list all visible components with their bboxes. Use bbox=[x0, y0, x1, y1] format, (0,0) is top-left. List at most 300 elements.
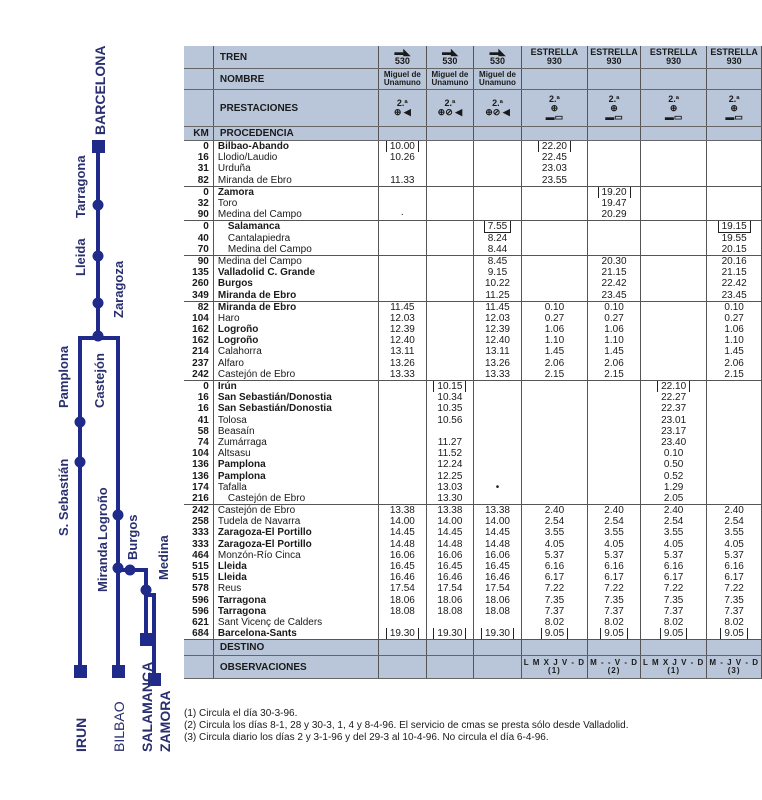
time-cell bbox=[707, 233, 762, 244]
time-cell bbox=[640, 482, 706, 493]
train-head: ESTRELLA 930 bbox=[521, 46, 587, 69]
time-cell bbox=[521, 267, 587, 278]
time-cell bbox=[707, 415, 762, 426]
time-value: 17.54 bbox=[389, 583, 415, 595]
train-head: ▬◣ 530 bbox=[379, 46, 427, 69]
time-cell bbox=[707, 221, 762, 233]
time-cell bbox=[474, 572, 522, 583]
burgos-node bbox=[125, 565, 136, 576]
table-row bbox=[184, 606, 762, 617]
time-value: 18.08 bbox=[437, 605, 463, 617]
time-cell bbox=[474, 141, 522, 153]
time-value: 22.27 bbox=[661, 392, 687, 404]
time-cell bbox=[707, 358, 762, 369]
time-cell bbox=[707, 244, 762, 256]
time-cell bbox=[521, 152, 587, 163]
km-value: 135 bbox=[184, 267, 213, 278]
time-cell bbox=[426, 550, 474, 561]
time-cell bbox=[426, 437, 474, 448]
table-row bbox=[184, 448, 762, 459]
time-value: 13.33 bbox=[389, 368, 415, 380]
time-value: 23.03 bbox=[541, 163, 567, 175]
time-value: 0.27 bbox=[724, 312, 744, 324]
time-cell bbox=[588, 550, 641, 561]
time-value: 14.00 bbox=[389, 516, 415, 528]
time-cell bbox=[379, 289, 427, 301]
observation: M - J V - D (3) bbox=[707, 656, 762, 679]
time-value: 23.17 bbox=[661, 425, 687, 437]
time-cell bbox=[588, 628, 641, 640]
time-value: 16.45 bbox=[389, 561, 415, 573]
table-cell bbox=[426, 127, 474, 141]
time-cell bbox=[707, 595, 762, 606]
timetable-body bbox=[184, 141, 762, 640]
time-cell bbox=[707, 163, 762, 174]
time-cell bbox=[640, 255, 706, 267]
time-value: 14.45 bbox=[389, 527, 415, 539]
time-cell bbox=[588, 437, 641, 448]
time-value: 20.30 bbox=[601, 255, 627, 267]
station-name: Reus bbox=[213, 583, 378, 594]
time-cell bbox=[379, 209, 427, 221]
station-name: Tarragona bbox=[213, 606, 378, 617]
city-medina: Medina bbox=[156, 535, 171, 580]
train-name bbox=[640, 69, 706, 90]
table-row bbox=[184, 595, 762, 606]
time-value: 6.17 bbox=[663, 572, 684, 584]
route-lines bbox=[80, 147, 154, 680]
time-value: 14.48 bbox=[389, 538, 415, 550]
time-cell bbox=[521, 628, 587, 640]
time-value: 7.37 bbox=[544, 605, 565, 617]
time-cell bbox=[379, 198, 427, 209]
station-name: Medina del Campo bbox=[213, 244, 378, 256]
time-cell bbox=[588, 244, 641, 256]
time-cell bbox=[426, 141, 474, 153]
time-cell bbox=[379, 403, 427, 414]
time-value: 7.35 bbox=[544, 594, 565, 606]
table-row bbox=[184, 152, 762, 163]
time-cell bbox=[640, 358, 706, 369]
time-cell bbox=[474, 392, 522, 403]
time-cell bbox=[707, 470, 762, 481]
km-value: 0 bbox=[184, 186, 213, 198]
city-lleida: Lleida bbox=[73, 238, 88, 276]
time-value: 4.05 bbox=[604, 538, 624, 550]
time-cell bbox=[474, 583, 522, 594]
time-value: 14.45 bbox=[484, 527, 510, 539]
time-cell bbox=[707, 278, 762, 289]
time-cell bbox=[640, 313, 706, 324]
time-value: 23.55 bbox=[541, 174, 567, 186]
table-row bbox=[184, 572, 762, 583]
time-cell bbox=[588, 482, 641, 493]
table-row bbox=[184, 324, 762, 335]
time-value: 1.06 bbox=[604, 324, 624, 336]
time-value: 12.39 bbox=[484, 324, 510, 336]
km-value: 136 bbox=[184, 459, 213, 470]
time-value: 2.54 bbox=[724, 516, 744, 528]
station-name: Lleida bbox=[213, 572, 378, 583]
time-value: 13.33 bbox=[484, 368, 510, 380]
station-name: Medina del Campo bbox=[213, 255, 378, 267]
time-value: 13.38 bbox=[437, 505, 463, 517]
table-cell bbox=[521, 127, 587, 141]
route-map bbox=[0, 0, 184, 800]
time-value: 11.45 bbox=[485, 301, 510, 313]
km-label: KM bbox=[184, 127, 213, 141]
time-value: 20.29 bbox=[601, 209, 627, 221]
km-value: 258 bbox=[184, 516, 213, 527]
time-cell bbox=[426, 278, 474, 289]
time-cell bbox=[426, 482, 474, 493]
station-name: Calahorra bbox=[213, 346, 378, 357]
time-cell bbox=[521, 313, 587, 324]
km-value: 70 bbox=[184, 244, 213, 256]
time-value: 6.17 bbox=[604, 572, 624, 584]
time-value: 6.16 bbox=[604, 561, 624, 573]
station-name: Valladolid C. Grande bbox=[213, 267, 378, 278]
time-value: 12.40 bbox=[484, 335, 510, 347]
time-cell bbox=[426, 403, 474, 414]
footnote: (2) Circula los días 8-1, 28 y 30-3, 1, 4 y 8-4-96. El servicio de cmas se presta sólo desde Valladolid. bbox=[184, 720, 629, 731]
time-cell bbox=[640, 505, 706, 517]
time-value: 0.52 bbox=[663, 470, 684, 482]
time-cell bbox=[521, 186, 587, 198]
time-cell bbox=[521, 278, 587, 289]
time-value: 5.37 bbox=[544, 549, 565, 561]
time-value: 12.03 bbox=[484, 312, 510, 324]
time-cell bbox=[707, 606, 762, 617]
time-cell bbox=[426, 335, 474, 346]
time-cell bbox=[474, 278, 522, 289]
time-value: 10.26 bbox=[389, 152, 415, 164]
time-cell bbox=[588, 561, 641, 572]
time-cell bbox=[474, 267, 522, 278]
tren-label: TREN bbox=[213, 46, 378, 69]
time-value: 13.03 bbox=[437, 481, 463, 493]
time-cell bbox=[588, 403, 641, 414]
table-row bbox=[184, 369, 762, 381]
time-value: 0.10 bbox=[544, 301, 565, 313]
station-name: Pamplona bbox=[213, 459, 378, 470]
time-value: 12.03 bbox=[389, 312, 415, 324]
time-value: 1.10 bbox=[724, 335, 744, 347]
time-value: 2.06 bbox=[544, 357, 565, 369]
train-name bbox=[588, 69, 641, 90]
time-cell bbox=[379, 572, 427, 583]
city-bilbao: BILBAO bbox=[111, 701, 127, 752]
time-cell bbox=[640, 267, 706, 278]
time-cell bbox=[474, 561, 522, 572]
time-value: 18.06 bbox=[484, 594, 510, 606]
km-value: 174 bbox=[184, 482, 213, 493]
station-name: Monzón-Río Cinca bbox=[213, 550, 378, 561]
table-row bbox=[184, 459, 762, 470]
time-value: 14.48 bbox=[484, 538, 510, 550]
service-icons: 2.ª ⊕ ▬▭ bbox=[640, 90, 706, 127]
station-name: Miranda de Ebro bbox=[213, 175, 378, 187]
station-name: Toro bbox=[213, 198, 378, 209]
time-cell bbox=[474, 516, 522, 527]
km-value: 90 bbox=[184, 255, 213, 267]
time-value: 12.39 bbox=[389, 324, 415, 336]
table-row bbox=[184, 301, 762, 313]
time-cell bbox=[379, 358, 427, 369]
time-value: 9.05 bbox=[541, 628, 568, 640]
table-row bbox=[184, 426, 762, 437]
time-cell bbox=[640, 437, 706, 448]
time-cell bbox=[707, 289, 762, 301]
time-cell bbox=[379, 539, 427, 550]
time-cell bbox=[521, 233, 587, 244]
table-row bbox=[184, 516, 762, 527]
time-cell bbox=[640, 448, 706, 459]
time-cell bbox=[426, 595, 474, 606]
table-cell bbox=[707, 127, 762, 141]
time-cell bbox=[521, 369, 587, 381]
footer-row-destino bbox=[184, 640, 762, 656]
table-row bbox=[184, 380, 762, 392]
time-cell bbox=[426, 221, 474, 233]
time-value: 11.33 bbox=[390, 174, 415, 186]
station-name: Irún bbox=[213, 380, 378, 392]
time-value: 0.10 bbox=[724, 301, 744, 313]
time-cell bbox=[426, 369, 474, 381]
time-value: · bbox=[400, 209, 404, 221]
time-value: 6.17 bbox=[544, 572, 565, 584]
table-row bbox=[184, 583, 762, 594]
time-cell bbox=[640, 233, 706, 244]
time-cell bbox=[474, 163, 522, 174]
time-value: 11.52 bbox=[437, 448, 463, 460]
station-name: San Sebastián/Donostia bbox=[213, 392, 378, 403]
time-value: 6.16 bbox=[724, 561, 744, 573]
time-cell bbox=[640, 572, 706, 583]
time-cell bbox=[426, 459, 474, 470]
km-value: 464 bbox=[184, 550, 213, 561]
time-value: 14.00 bbox=[484, 516, 510, 528]
observation bbox=[379, 656, 427, 679]
time-cell bbox=[640, 278, 706, 289]
time-cell bbox=[521, 358, 587, 369]
time-value: 9.05 bbox=[660, 628, 687, 640]
km-value: 333 bbox=[184, 539, 213, 550]
time-value: 2.40 bbox=[604, 505, 624, 517]
station-name: Bilbao-Abando bbox=[213, 141, 378, 153]
time-cell bbox=[474, 301, 522, 313]
time-value: 8.02 bbox=[663, 616, 684, 628]
time-cell bbox=[640, 493, 706, 505]
time-cell bbox=[521, 175, 587, 187]
time-value: 2.15 bbox=[604, 368, 624, 380]
time-cell bbox=[707, 255, 762, 267]
station-name: Sant Vicenç de Calders bbox=[213, 617, 378, 628]
time-cell bbox=[640, 415, 706, 426]
time-cell bbox=[521, 244, 587, 256]
table-row bbox=[184, 221, 762, 233]
time-value: 1.29 bbox=[663, 481, 684, 493]
time-cell bbox=[474, 186, 522, 198]
time-cell bbox=[426, 470, 474, 481]
time-cell bbox=[426, 617, 474, 628]
time-cell bbox=[521, 583, 587, 594]
time-value: 7.35 bbox=[724, 594, 744, 606]
time-cell bbox=[640, 369, 706, 381]
table-cell bbox=[184, 46, 213, 69]
station-name: Alfaro bbox=[213, 358, 378, 369]
time-cell bbox=[379, 606, 427, 617]
time-cell bbox=[379, 346, 427, 357]
time-value: 10.00 bbox=[386, 141, 419, 153]
station-name: Miranda de Ebro bbox=[213, 301, 378, 313]
footnote: (3) Circula diario los días 2 y 3-1-96 y del 29-3 al 10-4-96. No circula el día 6-4-96. bbox=[184, 732, 549, 743]
time-cell bbox=[588, 448, 641, 459]
time-cell bbox=[474, 470, 522, 481]
time-cell bbox=[521, 595, 587, 606]
time-value: 13.30 bbox=[437, 492, 463, 504]
time-cell bbox=[588, 392, 641, 403]
time-cell bbox=[521, 209, 587, 221]
time-value: 16.45 bbox=[484, 561, 510, 573]
km-value: 162 bbox=[184, 324, 213, 335]
table-row bbox=[184, 505, 762, 517]
time-value: 18.08 bbox=[484, 605, 510, 617]
time-cell bbox=[588, 175, 641, 187]
time-cell bbox=[379, 278, 427, 289]
time-cell bbox=[640, 209, 706, 221]
time-cell bbox=[640, 550, 706, 561]
station-name: Altsasu bbox=[213, 448, 378, 459]
service-icons: 2.ª ⊕⊘ ◀ bbox=[474, 90, 522, 127]
time-value: 19.30 bbox=[481, 628, 514, 640]
procedencia-label: PROCEDENCIA bbox=[213, 127, 378, 141]
time-cell bbox=[379, 628, 427, 640]
time-cell bbox=[640, 324, 706, 335]
time-value: 2.40 bbox=[724, 505, 744, 517]
time-value: 8.44 bbox=[487, 243, 508, 255]
time-cell bbox=[426, 301, 474, 313]
time-cell bbox=[474, 448, 522, 459]
time-cell bbox=[640, 595, 706, 606]
time-cell bbox=[707, 392, 762, 403]
time-cell bbox=[707, 426, 762, 437]
san-sebastian-node bbox=[75, 457, 86, 468]
time-cell bbox=[707, 380, 762, 392]
km-value: 58 bbox=[184, 426, 213, 437]
station-name: Tolosa bbox=[213, 415, 378, 426]
time-cell bbox=[426, 186, 474, 198]
table-cell bbox=[521, 640, 587, 656]
time-cell bbox=[588, 606, 641, 617]
train-name bbox=[521, 69, 587, 90]
time-cell bbox=[426, 527, 474, 538]
km-value: 349 bbox=[184, 289, 213, 301]
time-cell bbox=[640, 335, 706, 346]
city-barcelona: BARCELONA bbox=[92, 45, 108, 135]
table-row bbox=[184, 175, 762, 187]
destino-label: DESTINO bbox=[213, 640, 378, 656]
time-cell bbox=[640, 470, 706, 481]
km-value: 684 bbox=[184, 628, 213, 640]
time-cell bbox=[707, 369, 762, 381]
time-cell bbox=[379, 221, 427, 233]
time-value: • bbox=[495, 481, 500, 493]
station-name: Castejón de Ebro bbox=[213, 369, 378, 381]
time-cell bbox=[521, 426, 587, 437]
time-cell bbox=[426, 415, 474, 426]
time-cell bbox=[707, 198, 762, 209]
table-row bbox=[184, 244, 762, 256]
time-cell bbox=[426, 505, 474, 517]
table-row bbox=[184, 493, 762, 505]
time-cell bbox=[521, 527, 587, 538]
station-name: Logroño bbox=[213, 324, 378, 335]
time-cell bbox=[474, 505, 522, 517]
time-value: 7.37 bbox=[604, 605, 624, 617]
salamanca-node bbox=[140, 633, 153, 646]
city-zaragoza: Zaragoza bbox=[111, 260, 126, 318]
time-cell bbox=[640, 617, 706, 628]
station-name: Logroño bbox=[213, 335, 378, 346]
time-cell bbox=[379, 595, 427, 606]
time-cell bbox=[426, 267, 474, 278]
km-value: 104 bbox=[184, 448, 213, 459]
time-cell bbox=[588, 209, 641, 221]
time-value: 20.16 bbox=[721, 255, 747, 267]
time-cell bbox=[426, 539, 474, 550]
table-row bbox=[184, 186, 762, 198]
time-cell bbox=[707, 448, 762, 459]
table-row bbox=[184, 255, 762, 267]
time-value: 0.27 bbox=[544, 312, 565, 324]
km-value: 16 bbox=[184, 152, 213, 163]
city-logrono: Logroño bbox=[95, 487, 110, 540]
table-row bbox=[184, 550, 762, 561]
time-cell bbox=[474, 415, 522, 426]
table-cell bbox=[474, 640, 522, 656]
station-name: San Sebastián/Donostia bbox=[213, 403, 378, 414]
time-value: 10.22 bbox=[484, 278, 510, 290]
timetable bbox=[184, 46, 762, 679]
station-name: Barcelona-Sants bbox=[213, 628, 378, 640]
time-cell bbox=[379, 448, 427, 459]
time-cell bbox=[588, 415, 641, 426]
time-cell bbox=[521, 380, 587, 392]
time-cell bbox=[379, 426, 427, 437]
time-value: 7.22 bbox=[724, 583, 744, 595]
time-value: 7.35 bbox=[604, 594, 624, 606]
train-name: Miguel de Unamuno bbox=[474, 69, 522, 90]
time-value: 19.30 bbox=[433, 628, 466, 640]
time-value: 1.45 bbox=[724, 346, 744, 358]
time-value: 3.55 bbox=[604, 527, 624, 539]
time-cell bbox=[521, 459, 587, 470]
observation: M - - V - D (2) bbox=[588, 656, 641, 679]
time-cell bbox=[474, 493, 522, 505]
time-cell bbox=[474, 606, 522, 617]
time-cell bbox=[426, 313, 474, 324]
time-cell bbox=[640, 628, 706, 640]
km-value: 596 bbox=[184, 606, 213, 617]
time-value: 1.45 bbox=[604, 346, 624, 358]
km-value: 40 bbox=[184, 233, 213, 244]
table-row bbox=[184, 470, 762, 481]
train-name: Miguel de Unamuno bbox=[426, 69, 474, 90]
time-cell bbox=[588, 493, 641, 505]
time-value: 7.37 bbox=[724, 605, 744, 617]
km-value: 515 bbox=[184, 572, 213, 583]
